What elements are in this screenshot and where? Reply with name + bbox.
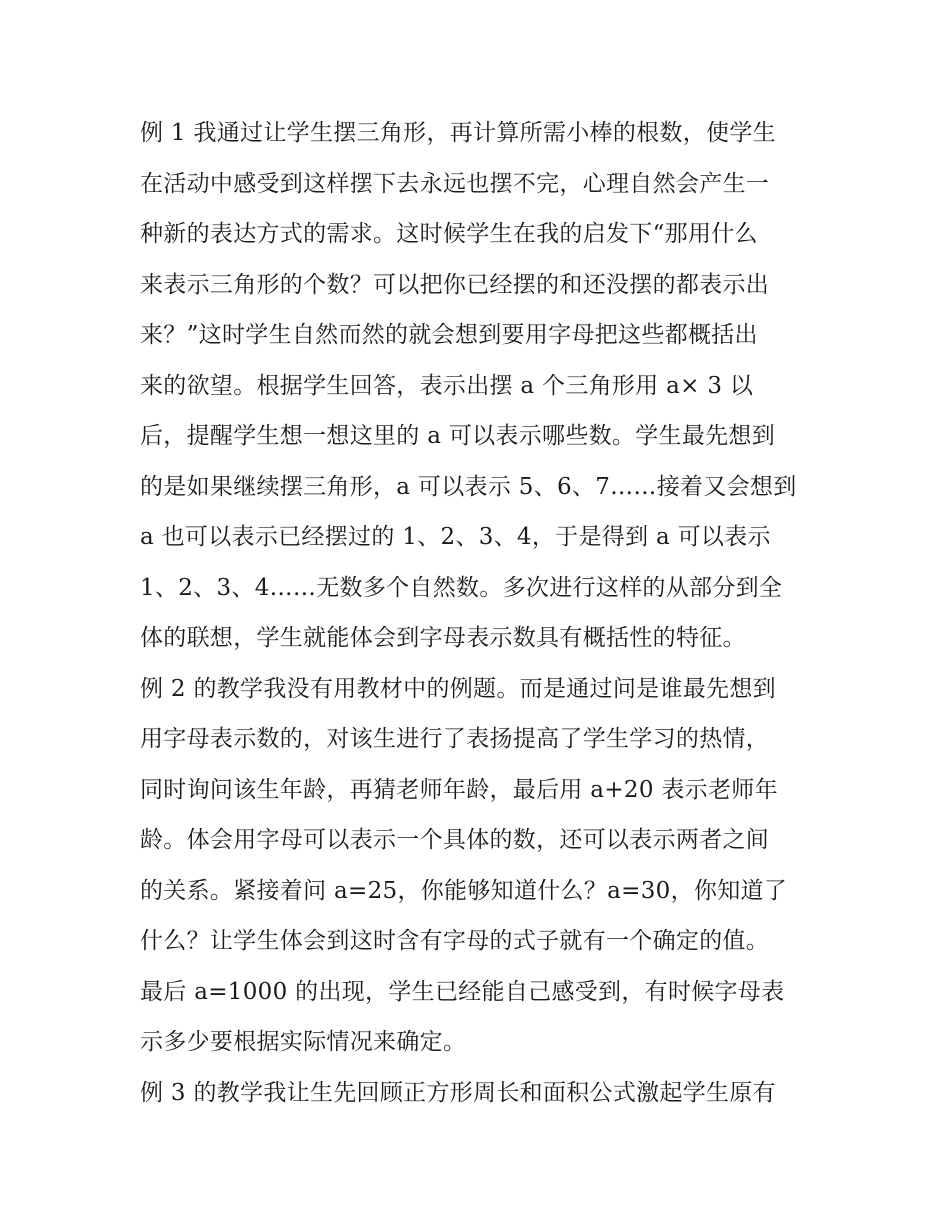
- text-line: 来的欲望。根据学生回答，表示出摆 a 个三角形用 a× 3 以: [140, 372, 754, 399]
- text-line: 龄。体会用字母可以表示一个具体的数，还可以表示两者之间: [140, 827, 770, 853]
- text-line: 的关系。紧接着问 a=25，你能够知道什么？a=30，你知道了: [140, 877, 788, 904]
- text-line: a 也可以表示已经摆过的 1、2、3、4，于是得到 a 可以表示: [140, 524, 771, 550]
- text-line: 在活动中感受到这样摆下去永远也摆不完，心理自然会产生一: [140, 170, 770, 197]
- text-line: 后，提醒学生想一想这里的 a 可以表示哪些数。学生最先想到: [140, 423, 776, 449]
- text-line: 来表示三角形的个数？可以把你已经摆的和还没摆的都表示出: [140, 271, 770, 298]
- text-line: 用字母表示数的，对该生进行了表扬提高了学生学习的热情，: [140, 726, 770, 752]
- text-line: 例 1 我通过让学生摆三角形，再计算所需小棒的根数，使学生: [140, 120, 776, 146]
- text-line: 来？”这时学生自然而然的就会想到要用字母把这些都概括出: [140, 322, 758, 348]
- text-line: 体的联想，学生就能体会到字母表示数具有概括性的特征。: [140, 625, 746, 651]
- text-line: 最后 a=1000 的出现，学生已经能自己感受到，有时候字母表: [140, 978, 785, 1005]
- text-line: 种新的表达方式的需求。这时候学生在我的启发下“那用什么: [140, 221, 758, 247]
- text-line: 什么？让学生体会到这时含有字母的式子就有一个确定的值。: [140, 928, 770, 954]
- text-line: 例 3 的教学我让生先回顾正方形周长和面积公式激起学生原有: [140, 1079, 776, 1106]
- text-line: 例 2 的教学我没有用教材中的例题。而是通过问是谁最先想到: [140, 675, 776, 702]
- text-line: 的是如果继续摆三角形，a 可以表示 5、6、7……接着又会想到: [140, 473, 797, 500]
- text-line: 示多少要根据实际情况来确定。: [140, 1029, 467, 1055]
- text-line: 同时询问该生年龄，再猜老师年龄，最后用 a+20 表示老师年: [140, 776, 778, 803]
- text-line: 1、2、3、4……无数多个自然数。多次进行这样的从部分到全: [140, 574, 783, 601]
- body-text: [140, 108, 820, 1118]
